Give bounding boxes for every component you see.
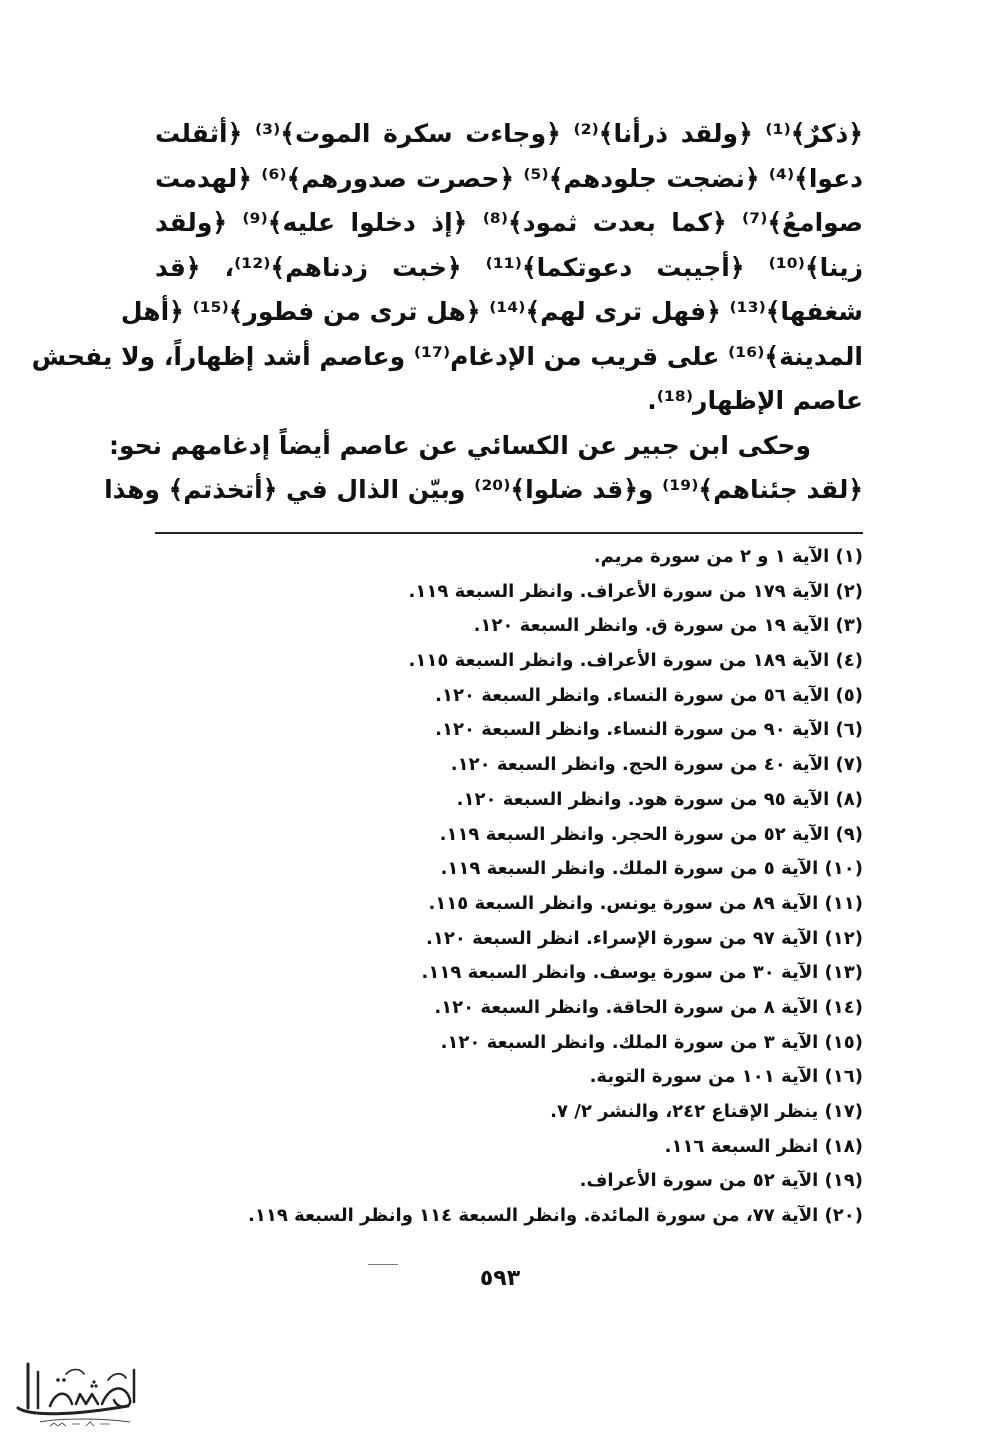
footnote: (١٣) الآية ٣٠ من سورة يوسف. وانظر السبعة ١١٩. <box>421 962 863 984</box>
text-line: شغفها﴾⁽¹³⁾ ﴿فهل ترى لهم﴾⁽¹⁴⁾ ﴿هل ترى من فطور﴾⁽¹⁵⁾ ﴿أهل <box>120 297 863 326</box>
text-line: وحكى ابن جبير عن الكسائي عن عاصم أيضاً إدغامهم نحو: <box>108 430 811 460</box>
footnote: (٨) الآية ٩٥ من سورة هود. وانظر السبعة ١٢٠. <box>456 788 863 810</box>
text-line: صوامعُ﴾⁽⁷⁾ ﴿كما بعدت ثمود﴾⁽⁸⁾ ﴿إذ دخلوا عليه﴾⁽⁹⁾ ﴿ولقد <box>155 208 863 237</box>
footnote: (٢) الآية ١٧٩ من سورة الأعراف. وانظر السبعة ١١٩. <box>408 580 863 602</box>
footnote: (١٢) الآية ٩٧ من سورة الإسراء. انظر السبعة ١٢٠. <box>426 927 863 949</box>
footnote: (١١) الآية ٨٩ من سورة يونس. وانظر السبعة ١١٥. <box>428 892 863 914</box>
footnotes <box>250 540 863 1234</box>
footnote-separator <box>155 532 863 534</box>
stray-mark <box>368 1264 398 1265</box>
footnote: (٥) الآية ٥٦ من سورة النساء. وانظر السبعة ١٢٠. <box>435 684 863 706</box>
footnote: (١٩) الآية ٥٢ من سورة الأعراف. <box>579 1170 863 1192</box>
text-line: عاصم الإظهار⁽¹⁸⁾. <box>647 386 863 415</box>
footnote: (٦) الآية ٩٠ من سورة النساء. وانظر السبعة ١٢٠. <box>435 719 863 741</box>
text-line: ﴿ذكرٌ﴾⁽¹⁾ ﴿ولقد ذرأنا﴾⁽²⁾ ﴿وجاءت سكرة الموت﴾⁽³⁾ ﴿أثقلت <box>155 119 863 148</box>
footnote: (١٧) ينظر الإقناع ٢٤٢، والنشر ٢/ ٧. <box>550 1101 863 1122</box>
footnote: (٢٠) الآية ٧٧، من سورة المائدة. وانظر السبعة ١١٤ وانظر السبعة ١١٩. <box>248 1205 863 1227</box>
footnote: (١٠) الآية ٥ من سورة الملك. وانظر السبعة ١١٩. <box>440 858 863 880</box>
footnote: (١٥) الآية ٣ من سورة الملك. وانظر السبعة ١٢٠. <box>440 1031 863 1053</box>
text-line: المدينة﴾⁽¹⁶⁾ على قريب من الإدغام⁽¹⁷⁾ وعاصم أشد إظهاراً، ولا يفحش <box>31 341 863 371</box>
page-number: ٥٩٣ <box>479 1266 521 1291</box>
footnote: (٣) الآية ١٩ من سورة ق. وانظر السبعة ١٢٠. <box>473 615 863 637</box>
calligraphy-logo <box>10 1350 150 1430</box>
footnote: (١٨) انظر السبعة ١١٦. <box>664 1135 863 1157</box>
text-line: ﴿لقد جئناهم﴾⁽¹⁹⁾ و﴿قد ضلوا﴾⁽²⁰⁾ وبيّن الذال في ﴿أتخذتم﴾ وهذا <box>104 475 863 504</box>
footnote: (٧) الآية ٤٠ من سورة الحج. وانظر السبعة ١٢٠. <box>450 754 863 776</box>
text-line: دعوا﴾⁽⁴⁾ ﴿نضجت جلودهم﴾⁽⁵⁾ ﴿حصرت صدورهم﴾⁽⁶⁾ ﴿لهدمت <box>155 163 863 193</box>
footnote: (١٤) الآية ٨ من سورة الحاقة. وانظر السبعة ١٢٠. <box>434 996 863 1018</box>
footnote: (٩) الآية ٥٢ من سورة الحجر. وانظر السبعة ١١٩. <box>439 823 863 845</box>
text-line: زينا﴾⁽¹⁰⁾ ﴿أجيبت دعوتكما﴾⁽¹¹⁾ ﴿خبت زدناهم﴾⁽¹²⁾، ﴿قد <box>155 252 863 282</box>
main-text <box>31 112 863 513</box>
footnote: (١٦) الآية ١٠١ من سورة التوبة. <box>589 1066 863 1088</box>
footnote: (١) الآية ١ و ٢ من سورة مريم. <box>593 546 863 567</box>
footnote: (٤) الآية ١٨٩ من سورة الأعراف. وانظر السبعة ١١٥. <box>408 650 863 672</box>
